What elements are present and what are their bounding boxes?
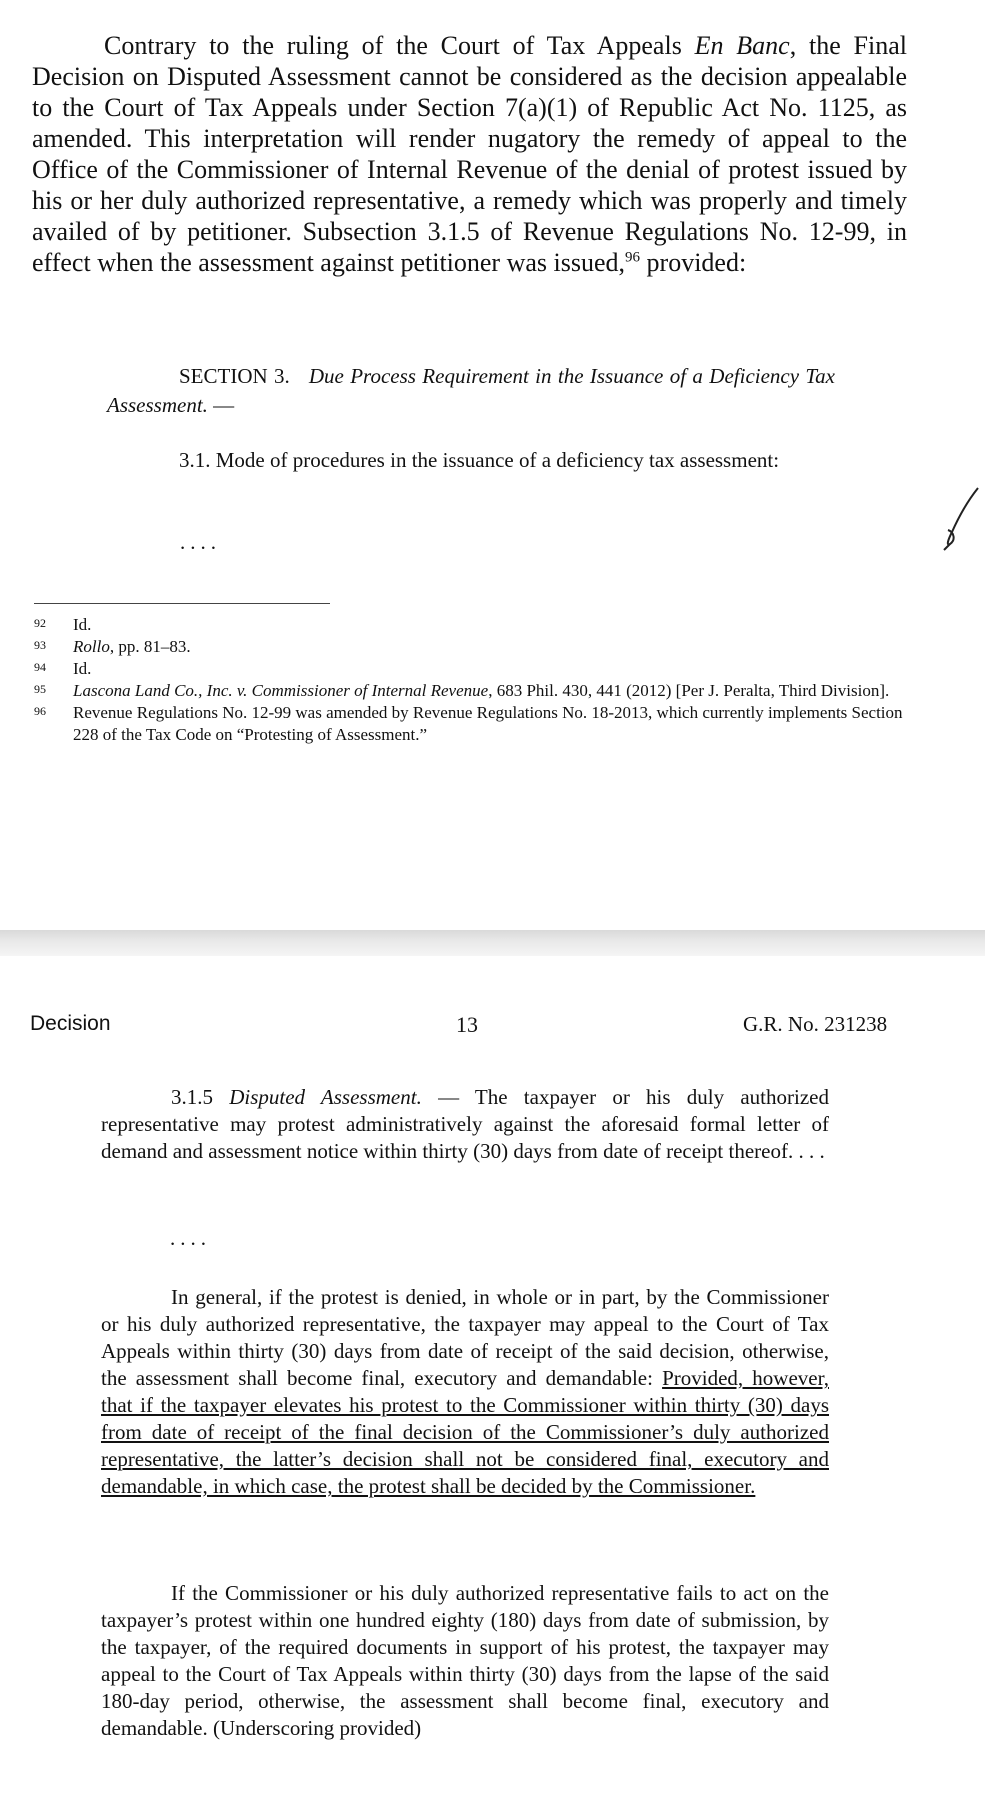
header-decision: Decision [30,1012,111,1035]
quote-disputed-assessment: 3.1.5 Disputed Assessment. — The taxpayer or his duly authorized representative may protest administratively against the aforesaid formal letter of demand and assessment notice within thirty (30) days from date of receipt thereof. . . . [101,1085,829,1163]
footnote-number: 95 [34,682,46,696]
footnotes [34,614,914,746]
handwritten-initial-mark [940,484,984,554]
page-separator [0,930,985,956]
footnote-number: 94 [34,660,46,674]
footnote-text: Rollo, pp. 81–83. [73,637,191,656]
footnote-95 [34,680,914,702]
quote-general-rule: In general, if the protest is denied, in whole or in part, by the Commissioner or his duly authorized representative, the taxpayer may appeal to the Court of Tax Appeals within thirty (30) days from date of receipt of the said decision, otherwise, the assessment shall become final, executory and demandable: Provided, however, that if the taxpayer elevates his protest to the Commissioner within thirty (30) days from date of receipt of the final decision of the Commissioner’s duly authorized representative, the latter’s decision shall not be considered final, executory and demandable, in which case, the protest shall be decided by the Commissioner. [101,1285,829,1498]
footnote-rule [34,603,330,604]
underlined-proviso: Provided, however, that if the taxpayer elevates his protest to the Commissioner within thirty (30) days from date of receipt of the final decision of the Commissioner’s duly authorized representative, the latter’s decision shall not be considered final, executory and demandable, in which case, the protest shall be decided by the Commissioner. [101,1366,829,1498]
footnote-text: Revenue Regulations No. 12-99 was amended by Revenue Regulations No. 18-2013, which currently implements Section 228 of the Tax Code on “Protesting of Assessment.” [73,703,903,744]
ellipsis: .... [180,530,221,554]
footnote-93 [34,636,914,658]
footnote-text: Id. [73,615,92,634]
quote-section-3-1: 3.1. Mode of procedures in the issuance of a deficiency tax assessment: [179,448,780,472]
footnote-92 [34,614,914,636]
footnote-96 [34,702,914,746]
ellipsis-2: .... [170,1226,211,1250]
footnote-number: 96 [34,704,46,718]
page-number: 13 [456,1012,478,1037]
footnote-94 [34,658,914,680]
footnote-number: 93 [34,638,46,652]
footnote-ref-96[interactable]: 96 [625,249,641,266]
footnote-number: 92 [34,616,46,630]
body-paragraph-ruling: Contrary to the ruling of the Court of Tax Appeals En Banc, the Final Decision on Disputed Assessment cannot be considered as the decision appealable to the Court of Tax Appeals under Section 7(a)(1) of Republic Act No. 1125, as amended. This interpretation will render nugatory the remedy of appeal to the Office of the Commissioner of Internal Revenue of the denial of protest issued by his or her duly authorized representative, a remedy which was properly and timely availed of by petitioner. Subsection 3.1.5 of Revenue Regulations No. 12-99, in effect when the assessment against petitioner was issued,$^{96}$ provided: [32,31,907,277]
case-number: G.R. No. 231238 [743,1012,888,1036]
quote-section-3: SECTION 3. Due Process Requirement in the Issuance of a Deficiency Tax Assessment. — [107,364,835,417]
footnote-text: Id. [73,659,92,678]
footnote-text: Lascona Land Co., Inc. v. Commissioner of Internal Revenue, 683 Phil. 430, 441 (2012) [Per J. Peralta, Third Division]. [73,681,890,700]
quote-inaction-rule: If the Commissioner or his duly authorized representative fails to act on the taxpayer’s protest within one hundred eighty (180) days from date of submission, by the taxpayer, of the required documents in support of his protest, the taxpayer may appeal to the Court of Tax Appeals within thirty (30) days from the lapse of the said 180-day period, otherwise, the assessment shall become final, executory and demandable. (Underscoring provided) [101,1581,829,1740]
